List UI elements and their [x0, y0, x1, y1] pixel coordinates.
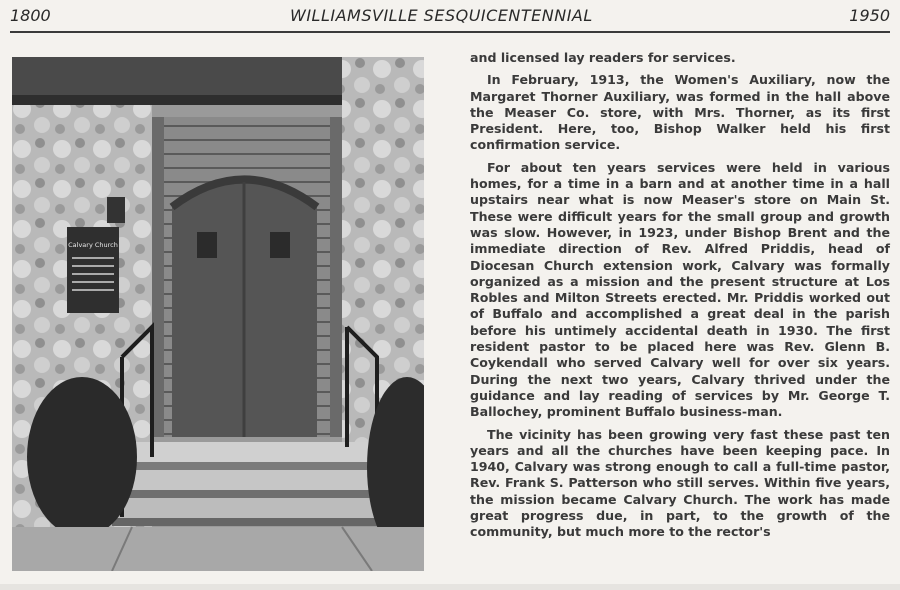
header-title: WILLIAMSVILLE SESQUICENTENNIAL — [290, 6, 593, 25]
paragraph: For about ten years services were held in various homes, for a time in a barn and at another time in a hall upstairs near what is now Measer's store on Main St. These were difficult years for the small group and growth was slow. However, in 1923, under Bishop Brent and the immediate direction of Rev. Alfred Priddis, head of Diocesan Church extension work, Calvary was formally organized as a mission and the present structure at Los Robles and Milton Streets erected. Mr. Priddis worked out of Buffalo and accomplished a great deal in the parish before his untimely accidental death in 1930. The first resident pastor to be placed here was Rev. Glenn B. Coykendall who served Calvary well for over six years. During the next two years, Calvary thrived under the guidance and lay reading of services by Mr. George T. Ballochey, prominent Buffalo business-man. — [470, 159, 890, 420]
church-sign-text: Calvary Church — [68, 241, 118, 249]
page-bottom-edge — [0, 584, 900, 590]
article-text — [470, 50, 890, 547]
header-year-right: 1950 — [849, 6, 890, 25]
paragraph: and licensed lay readers for services. — [470, 50, 736, 65]
paragraph: In February, 1913, the Women's Auxiliary, now the Margaret Thorner Auxiliary, was formed in the hall above the Measer Co. store, with Mrs. Thorner, as its first President. Here, too, Bishop Walker held his first confirmation service. — [470, 72, 890, 153]
header-year-left: 1800 — [10, 6, 51, 25]
header-rule — [10, 31, 890, 33]
church-entrance-photo — [12, 57, 424, 571]
paragraph: The vicinity has been growing very fast these past ten years and all the churches have been keeping pace. In 1940, Calvary was strong enough to call a full-time pastor, Rev. Frank S. Patterson who still serves. Within five years, the mission became Calvary Church. The work has made great progress due, in part, to the growth of the community, but much more to the rector's — [470, 426, 890, 540]
page-header — [0, 0, 900, 30]
